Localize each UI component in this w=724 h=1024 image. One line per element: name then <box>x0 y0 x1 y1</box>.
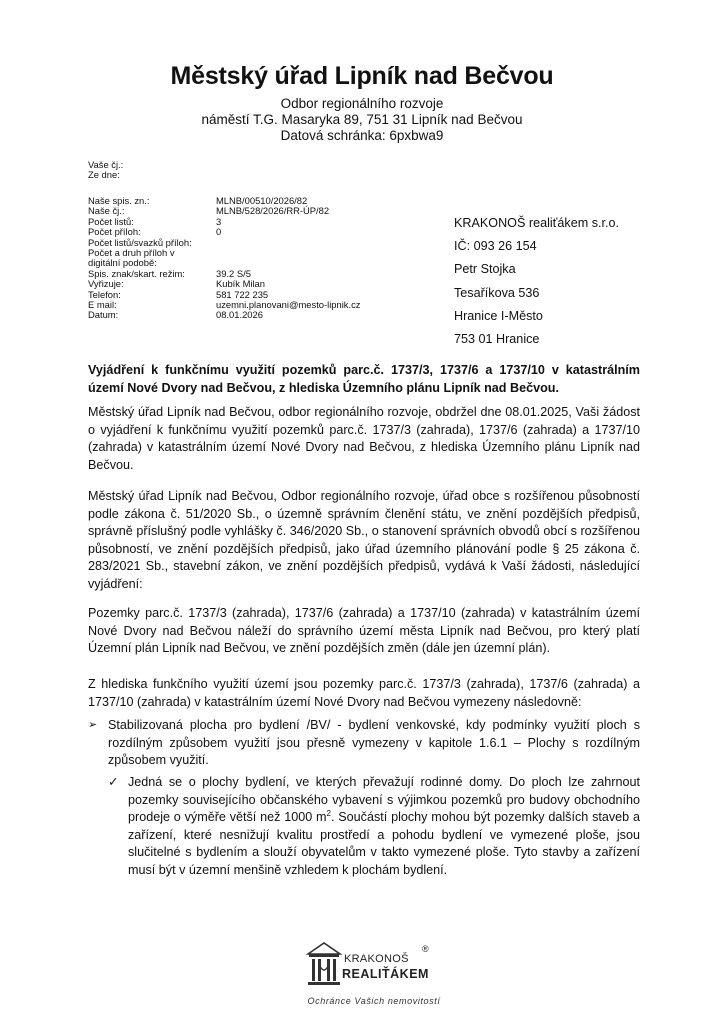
bullet-text: Stabilizovaná plocha pro bydlení /BV/ - bydlení venkovské, kdy podmínky využití ploch s rozdílným způsobem využití jsou přesně vymezeny v kapitole 1.6.1 – Plochy s rozdílným způsobem využití. <box>108 718 640 767</box>
recipient-company: KRAKONOŠ realiťákem s.r.o. <box>454 216 619 230</box>
meta-label: Počet příloh: <box>88 226 141 238</box>
meta-label: Naše čj.: <box>88 205 125 217</box>
meta-value: MLNB/528/2026/RR-ÚP/82 <box>216 205 330 217</box>
department-line: Odbor regionálního rozvoje <box>280 96 444 111</box>
checkmark-bullet-icon: ✓ <box>108 775 119 789</box>
meta-value: MLNB/00510/2026/82 <box>216 195 308 206</box>
meta-label: Počet listů: <box>88 215 134 227</box>
paragraph: Městský úřad Lipník nad Bečvou, Odbor regionálního rozvoje, úřad obce s rozšířenou působností podle zákona č. 51/2020 Sb., o územně správním členění státu, ve znění pozdějších předpisů, správně příslušný podle vyhlášky č. 346/2020 Sb., o stanovení správních obvodů obcí s rozšířenou působností, ve znění pozdějších předpisů, jako úřad územního plánování podle § 25 zákona č. 283/2021 Sb., stavební zákon, ve znění pozdějších předpisů, vydává k Vaší žádosti, následující vyjádření: <box>88 489 640 591</box>
logo-tagline: Ochránce Vašich nemovitostí <box>307 996 441 1006</box>
meta-label: Spis. znak/skart. režim: <box>88 267 185 279</box>
address-line: náměstí T.G. Masaryka 89, 751 31 Lipník nad Bečvou <box>201 112 523 127</box>
recipient-person: Petr Stojka <box>454 262 516 277</box>
recipient-street: Tesaříkova 536 <box>454 285 540 300</box>
recipient-address <box>454 212 619 351</box>
letter-subject: Vyjádření k funkčnímu využití pozemků parc.č. 1737/3, 1737/6 a 1737/10 v katastrálním území Nové Dvory nad Bečvou, z hlediska Územního plánu Lipník nad Bečvou. <box>88 363 640 395</box>
sub-bullet-text-b: . Součástí plochy mohou být pozemky dalších staveb a zařízení, které nesnižují kvalitu prostředí a pohodu bydlení ve vymezené ploše, jsou slučitelné s bydlením a slouží obyvatelům v takto vymezené ploše. Tyto stavby a zařízení musí být v územní menšině vzhledem k plochám bydlení. <box>128 810 640 877</box>
meta-value: 0 <box>216 226 222 238</box>
paragraph: Z hlediska funkčního využití území jsou pozemky parc.č. 1737/3 (zahrada), 1737/6 (zahrada) a 1737/10 (zahrada) v katastrálním území Nové Dvory nad Bečvou vymezeny následovně: <box>88 677 640 709</box>
your-ref-label: Vaše čj.: <box>88 159 124 170</box>
superscript: 2 <box>326 808 331 818</box>
sub-bullet-text-a: Jedná se o plochy bydlení, ve kterých převažují rodinné domy. Do ploch lze zahrnout pozemky souvisejícího občanského vybavení s výjimkou pozemků pro budovy obchodního prodeje o výměře větší než 1000 m <box>128 775 640 824</box>
data-box-line: Datová schránka: 6pxbwa9 <box>280 128 444 143</box>
meta-label: Počet listů/svazků příloh: <box>88 236 192 248</box>
recipient-ic: IČ: 093 26 154 <box>454 239 537 254</box>
sub-bullet-text <box>128 774 640 879</box>
logo-name-line1: KRAKONOŠ <box>344 953 409 965</box>
meta-value: 39.2 S/5 <box>216 267 251 279</box>
recipient-city: Hranice I-Město <box>454 308 543 323</box>
reference-block <box>88 160 123 181</box>
meta-label: Počet a druh příloh v digitální podobě: <box>88 246 175 269</box>
logo-name-line2: REALIŤÁKEM <box>342 967 429 981</box>
recipient-zip: 753 01 Hranice <box>454 332 540 347</box>
meta-label: Naše spis. zn.: <box>88 195 150 206</box>
arrow-bullet-icon: ➢ <box>88 719 98 731</box>
paragraph: Pozemky parc.č. 1737/3 (zahrada), 1737/6 (zahrada) a 1737/10 (zahrada) v katastrálním území Nové Dvory nad Bečvou náleží do správního území města Lipník nad Bečvou, pro který platí Územní plán Lipník nad Bečvou, ve znění pozdějších změn (dále jen územní plán). <box>88 606 640 655</box>
meta-value: 581 722 235 <box>216 288 269 300</box>
meta-label: Datum: <box>88 309 119 321</box>
registered-mark: ® <box>422 944 429 954</box>
meta-label: Vyřizuje: <box>88 278 124 290</box>
meta-label: E mail: <box>88 298 117 310</box>
meta-label: Telefon: <box>88 288 121 300</box>
meta-value: 3 <box>216 215 222 227</box>
paragraph: Městský úřad Lipník nad Bečvou, odbor regionálního rozvoje, obdržel dne 08.01.2025, Vaši žádost o vyjádření k funkčnímu využití pozemků parc.č. 1737/3 (zahrada), 1737/6 (zahrada) a 1737/10 (zahrada) v katastrálním území Nové Dvory nad Bečvou, z hlediska Územního plánu Lipník nad Bečvou. <box>88 405 640 472</box>
meta-value: uzemni.planovani@mesto-lipnik.cz <box>216 298 361 310</box>
footer-logo <box>304 940 444 1012</box>
temple-logo-icon <box>304 940 344 990</box>
office-title: Městský úřad Lipník nad Bečvou <box>170 62 554 90</box>
from-date-label: Ze dne: <box>88 169 120 181</box>
meta-value: 08.01.2026 <box>216 309 263 321</box>
meta-value: Kubík Milan <box>216 278 265 290</box>
